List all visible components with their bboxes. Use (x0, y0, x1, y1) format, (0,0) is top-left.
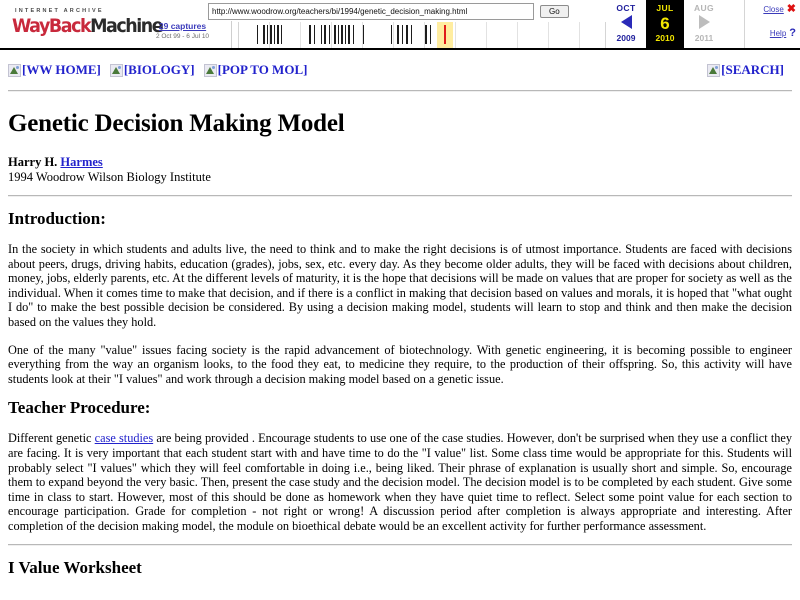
institute-line: 1994 Woodrow Wilson Biology Institute (8, 170, 211, 184)
help-icon[interactable]: ? (789, 27, 796, 39)
nav-link-search[interactable] (707, 62, 784, 78)
help-link[interactable]: Help (769, 28, 787, 38)
broken-image-icon (707, 64, 720, 77)
author-name: Harry H. (8, 155, 61, 169)
heading-i-value-worksheet: I Value Worksheet (8, 557, 142, 577)
introduction-paragraph-1: In the society in which students and adults live, the need to think and to make the right decisions is of utmost importance. Students are faced with decisions about peers, drugs, driving habits, education (grades), jobs, sex, etc. every day. As they become older adults, they will be faced with decisions about children, money, jobs, elderly parents, etc. At the different levels of maturity, it is the hope that decisions will be made on values that are proper for society as well as the individual. When it comes time to make that decision, and if there is a conflict in making that decision based on values and morals, it is hoped that "what ought I do" to make the best possible decision be considered. By using a decision making model, students will learn to stop and think and then make the decision based on the values they hold. (8, 242, 792, 329)
wayback-toolbar (0, 0, 800, 50)
nav-link-pop-to-mol[interactable] (204, 62, 308, 78)
author-line (8, 155, 792, 170)
next-month: AUG (693, 3, 715, 13)
wayback-machine-wordmark (12, 15, 163, 37)
divider-after-byline (8, 195, 792, 197)
next-capture-nav[interactable] (684, 0, 724, 48)
divider-top (8, 90, 792, 92)
previous-capture-nav[interactable] (606, 0, 646, 48)
current-day: 6 (660, 14, 670, 33)
navigation-links (8, 62, 307, 78)
captures-date-range: 2 Oct 99 - 6 Jul 10 (155, 33, 210, 40)
divider-before-worksheet (8, 544, 792, 546)
next-arrow-icon[interactable] (699, 15, 710, 29)
nav-link-ww-home-label: [WW HOME] (22, 62, 101, 77)
current-capture-date (646, 0, 684, 48)
navigation-right (707, 62, 784, 82)
teacher-procedure-paragraph (8, 431, 792, 533)
heading-teacher-procedure: Teacher Procedure: (8, 398, 151, 418)
next-year: 2011 (694, 33, 714, 43)
nav-link-biology[interactable] (110, 62, 195, 78)
nav-link-pop-to-mol-label: [POP TO MOL] (217, 62, 308, 77)
introduction-paragraph-2: One of the many "value" issues facing society is the rapid advancement of biotechnology. With genetic engineering, it is becoming possible to engineer everything from the way an organism looks, to the food they eat, to medicine they require, to the production of their offspring. So, this activity will have students look at their "I values" and work through a decision making model based on a genetic issue. (8, 342, 792, 386)
internet-archive-label: INTERNET ARCHIVE (15, 8, 104, 14)
wordmark-wayback: WayBack (12, 15, 91, 37)
current-year: 2010 (655, 33, 675, 43)
close-toolbar-link[interactable]: Close (763, 4, 784, 14)
toolbar-corner-controls (744, 0, 796, 48)
previous-arrow-icon[interactable] (621, 15, 632, 29)
close-icon[interactable]: ✖ (786, 3, 796, 15)
url-input[interactable] (208, 3, 534, 20)
broken-image-icon (110, 64, 123, 77)
date-navigator (606, 0, 724, 48)
url-bar-row (208, 3, 569, 20)
captures-block (134, 21, 232, 48)
wayback-logo[interactable] (12, 5, 163, 43)
page-title: Genetic Decision Making Model (8, 110, 345, 137)
captures-count-link[interactable]: 29 captures (158, 21, 207, 31)
nav-link-search-label: [SEARCH] (721, 62, 784, 77)
previous-year: 2009 (616, 33, 636, 43)
wordmark-machine: Machine (90, 15, 163, 37)
site-navigation (8, 62, 792, 80)
previous-month: OCT (616, 3, 636, 13)
heading-introduction: Introduction: (8, 209, 106, 228)
tp-text-before-link: Different genetic (8, 431, 95, 446)
broken-image-icon (8, 64, 21, 77)
byline (8, 155, 792, 185)
capture-timeline[interactable] (238, 22, 606, 48)
current-month: JUL (656, 3, 674, 13)
archived-page (0, 62, 800, 578)
tp-text-after-link: are being provided . Encourage students to use one of the case studies. However, don't be surprised when they use a conflict they are facing. It is very important that each student start with and have time to do the "I value" list. Some class time would be appropriate for this. Students will probably select "I values" which they will feel comfortable in doing i.e., being liked. Their phrase of explanation is usually short and simple. So, encourage them to expand beyond the very basic. Then, present the case study and the decision model. The decision model is to be completed by each student. Give some time in class to start. However, most of this should be done as homework when they have quiet time to reflect. Select some point value for each section to encourage participation. Grade for completion - not right or wrong! A discussion period after completion is always appropriate and interesting. After completion of the decision making model, the module on bioethical debate would be an excellent activity for further performance assessment. (8, 431, 792, 533)
current-capture-marker (444, 25, 446, 44)
broken-image-icon (204, 64, 217, 77)
go-button[interactable]: Go (540, 5, 569, 18)
author-link[interactable]: Harmes (60, 155, 103, 169)
case-studies-link[interactable]: case studies (94, 431, 154, 446)
nav-link-biology-label: [BIOLOGY] (123, 62, 195, 77)
nav-link-ww-home[interactable] (8, 62, 101, 78)
